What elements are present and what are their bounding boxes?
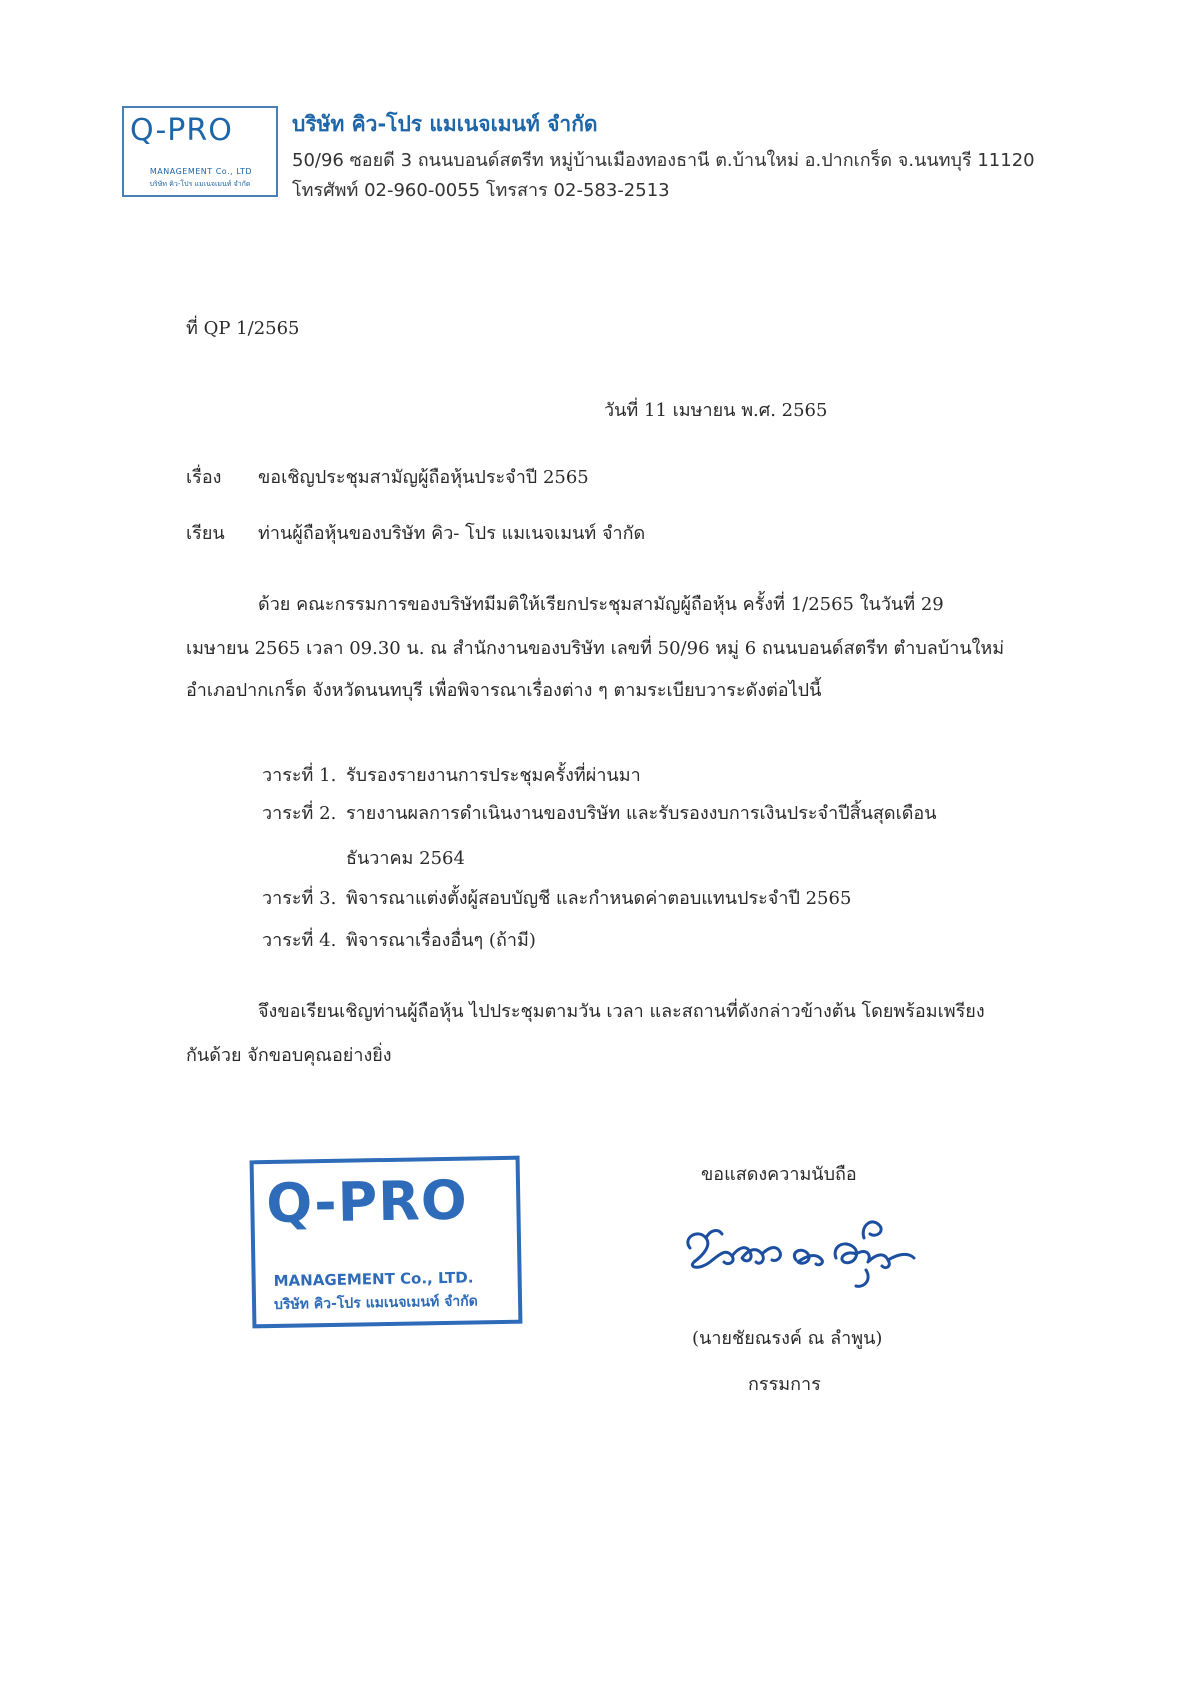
stamp-subtitle-en: MANAGEMENT Co., LTD.	[273, 1268, 474, 1290]
letterhead-phone-fax: โทรศัพท์ 02-960-0055 โทรสาร 02-583-2513	[292, 180, 670, 201]
logo-wordmark: Q-PRO	[130, 113, 233, 148]
agenda-item-text: พิจารณาเรื่องอื่นๆ (ถ้ามี)	[346, 930, 536, 951]
handwritten-signature	[676, 1208, 926, 1298]
addressee-text: ท่านผู้ถือหุ้นของบริษัท คิว- โปร แมเนจเมนท์ จำกัด	[258, 523, 646, 544]
stamp-wordmark: Q-PRO	[265, 1168, 469, 1236]
stamp-subtitle-th: บริษัท คิว-โปร แมเนจเมนท์ จำกัด	[273, 1293, 478, 1313]
reference-number: ที่ QP 1/2565	[186, 318, 300, 339]
company-stamp	[250, 1156, 523, 1329]
agenda-item-text-continued: ธันวาคม 2564	[346, 848, 465, 869]
closing-salutation: ขอแสดงความนับถือ	[701, 1164, 857, 1185]
logo-subtitle-en: MANAGEMENT Co., LTD	[149, 167, 253, 176]
agenda-item-number: วาระที่ 2.	[262, 803, 337, 824]
agenda-item-text: รายงานผลการดำเนินงานของบริษัท และรับรองงบการเงินประจำปีสิ้นสุดเดือน	[346, 803, 937, 824]
signer-title: กรรมการ	[748, 1374, 821, 1395]
agenda-item-text: พิจารณาแต่งตั้งผู้สอบบัญชี และกำหนดค่าตอบแทนประจำปี 2565	[346, 888, 852, 909]
paragraph2-line: จึงขอเรียนเชิญท่านผู้ถือหุ้น ไปประชุมตามวัน เวลา และสถานที่ดังกล่าวข้างต้น โดยพร้อมเพรียง	[258, 1001, 985, 1022]
letter-date: วันที่ 11 เมษายน พ.ศ. 2565	[604, 400, 828, 421]
subject-text: ขอเชิญประชุมสามัญผู้ถือหุ้นประจำปี 2565	[258, 467, 589, 488]
letterhead-company-name: บริษัท คิว-โปร แมเนจเมนท์ จำกัด	[292, 112, 598, 136]
agenda-item-text: รับรองรายงานการประชุมครั้งที่ผ่านมา	[346, 765, 641, 786]
agenda-item-number: วาระที่ 3.	[262, 888, 337, 909]
signer-name: (นายชัยณรงค์ ณ ลำพูน)	[692, 1328, 883, 1349]
logo-subtitle-th: บริษัท คิว-โปร แมเนจเมนท์ จำกัด	[149, 180, 251, 188]
addressee-label: เรียน	[186, 523, 225, 544]
company-logo	[122, 106, 278, 197]
paragraph1-line: เมษายน 2565 เวลา 09.30 น. ณ สำนักงานของบริษัท เลขที่ 50/96 หมู่ 6 ถนนบอนด์สตรีท ตำบลบ้านใหม่	[186, 638, 1005, 659]
paragraph2-line: กันด้วย จักขอบคุณอย่างยิ่ง	[186, 1045, 392, 1066]
subject-label: เรื่อง	[186, 467, 222, 488]
paragraph1-line: อำเภอปากเกร็ด จังหวัดนนทบุรี เพื่อพิจารณาเรื่องต่าง ๆ ตามระเบียบวาระดังต่อไปนี้	[186, 680, 822, 701]
paragraph1-line: ด้วย คณะกรรมการของบริษัทมีมติให้เรียกประชุมสามัญผู้ถือหุ้น ครั้งที่ 1/2565 ในวันที่ 29	[258, 594, 944, 615]
letterhead-address: 50/96 ซอยดี 3 ถนนบอนด์สตรีท หมู่บ้านเมืองทองธานี ต.บ้านใหม่ อ.ปากเกร็ด จ.นนทบุรี 11120	[292, 150, 1035, 171]
agenda-item-number: วาระที่ 4.	[262, 930, 337, 951]
agenda-item-number: วาระที่ 1.	[262, 765, 337, 786]
